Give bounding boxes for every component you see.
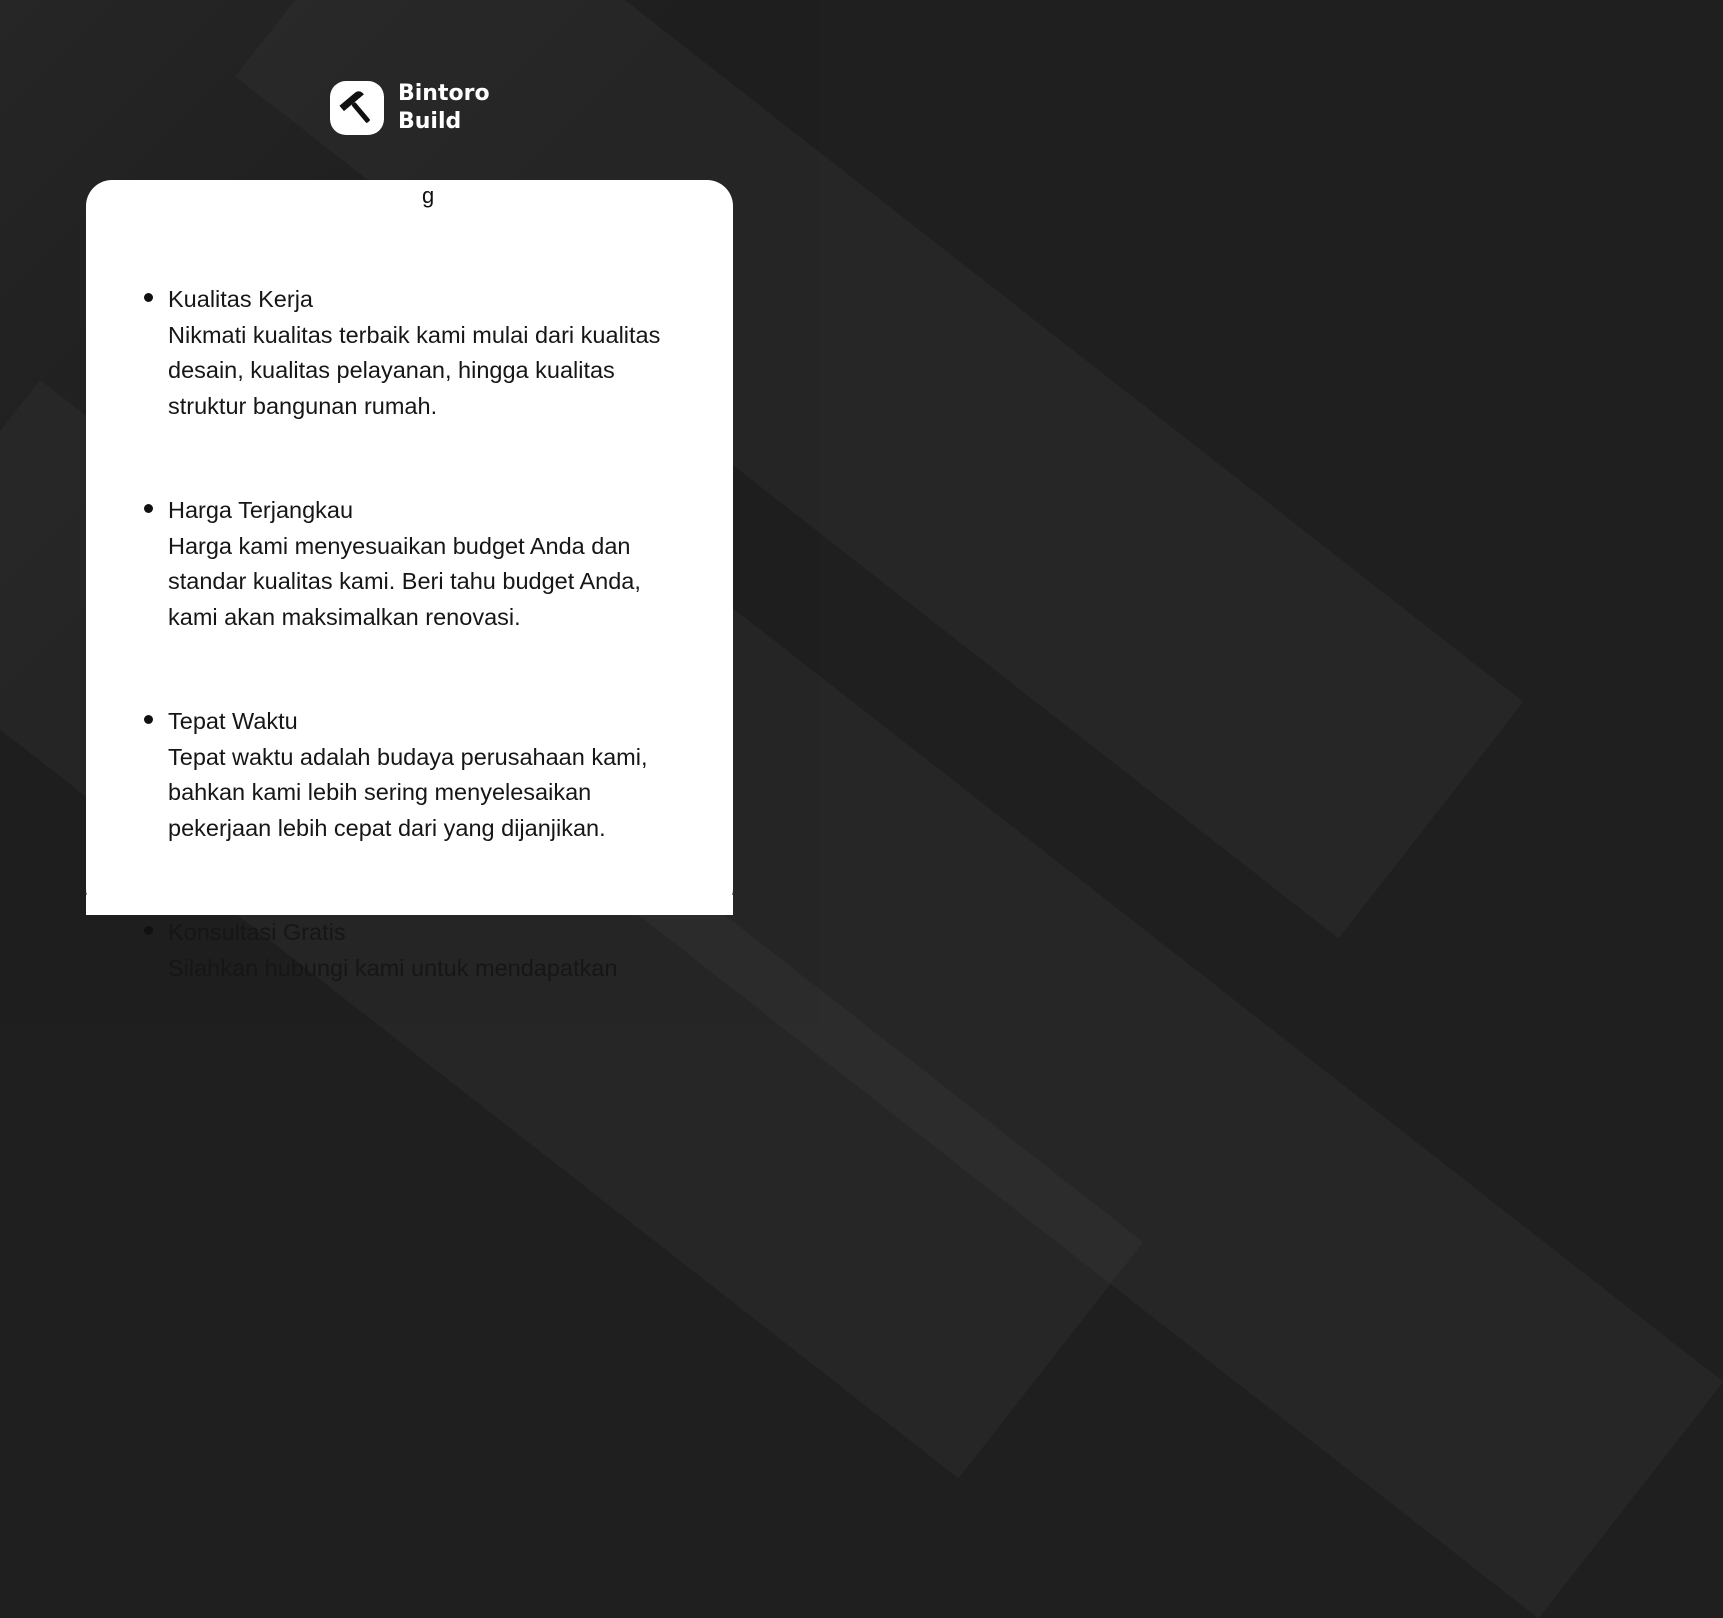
benefit-description-line: Harga kami menyesuaikan budget Anda dan — [168, 532, 631, 559]
benefit-description-line: bahkan kami lebih sering menyelesaikan — [168, 779, 592, 805]
card-bottom-mask — [86, 895, 733, 915]
cut-off-glyph: g — [422, 183, 435, 208]
bullet-icon — [144, 715, 153, 724]
bullet-icon — [144, 504, 153, 513]
benefit-list — [144, 282, 704, 1055]
benefit-item — [144, 282, 704, 424]
hammer-icon — [337, 88, 377, 128]
benefit-item — [144, 493, 704, 635]
benefit-description-line: desain, kualitas pelayanan, hingga kualitas — [168, 357, 615, 383]
brand-name-line2: Build — [398, 109, 462, 134]
brand-name-line1: Bintoro — [398, 81, 490, 106]
logo — [330, 81, 384, 135]
benefit-description-line: Nikmati kualitas terbaik kami mulai dari kualitas — [168, 321, 661, 348]
benefit-description-line: pekerjaan lebih cepat dari yang dijanjikan. — [168, 814, 606, 841]
benefit-item — [144, 704, 704, 846]
benefit-title: Harga Terjangkau — [168, 497, 354, 523]
benefit-description-line: kami akan maksimalkan renovasi. — [168, 603, 521, 630]
bullet-icon — [144, 926, 153, 935]
benefit-title: Tepat Waktu — [168, 708, 298, 734]
benefit-title: Kualitas Kerja — [168, 286, 313, 312]
brand-header — [330, 80, 508, 136]
cut-off-text — [422, 183, 435, 208]
bullet-icon — [144, 293, 153, 302]
benefit-description-line: struktur bangunan rumah. — [168, 392, 438, 419]
benefit-title: Konsultasi Gratis — [168, 919, 346, 945]
brand-name — [398, 80, 508, 136]
benefit-description-line: Silahkan hubungi kami untuk mendapatkan — [168, 954, 618, 981]
benefit-description-line: standar kualitas kami. Beri tahu budget Anda, — [168, 568, 641, 594]
benefit-item — [144, 915, 704, 986]
benefit-description-line: Tepat waktu adalah budaya perusahaan kami, — [168, 743, 648, 770]
benefits-card[interactable] — [86, 180, 733, 981]
